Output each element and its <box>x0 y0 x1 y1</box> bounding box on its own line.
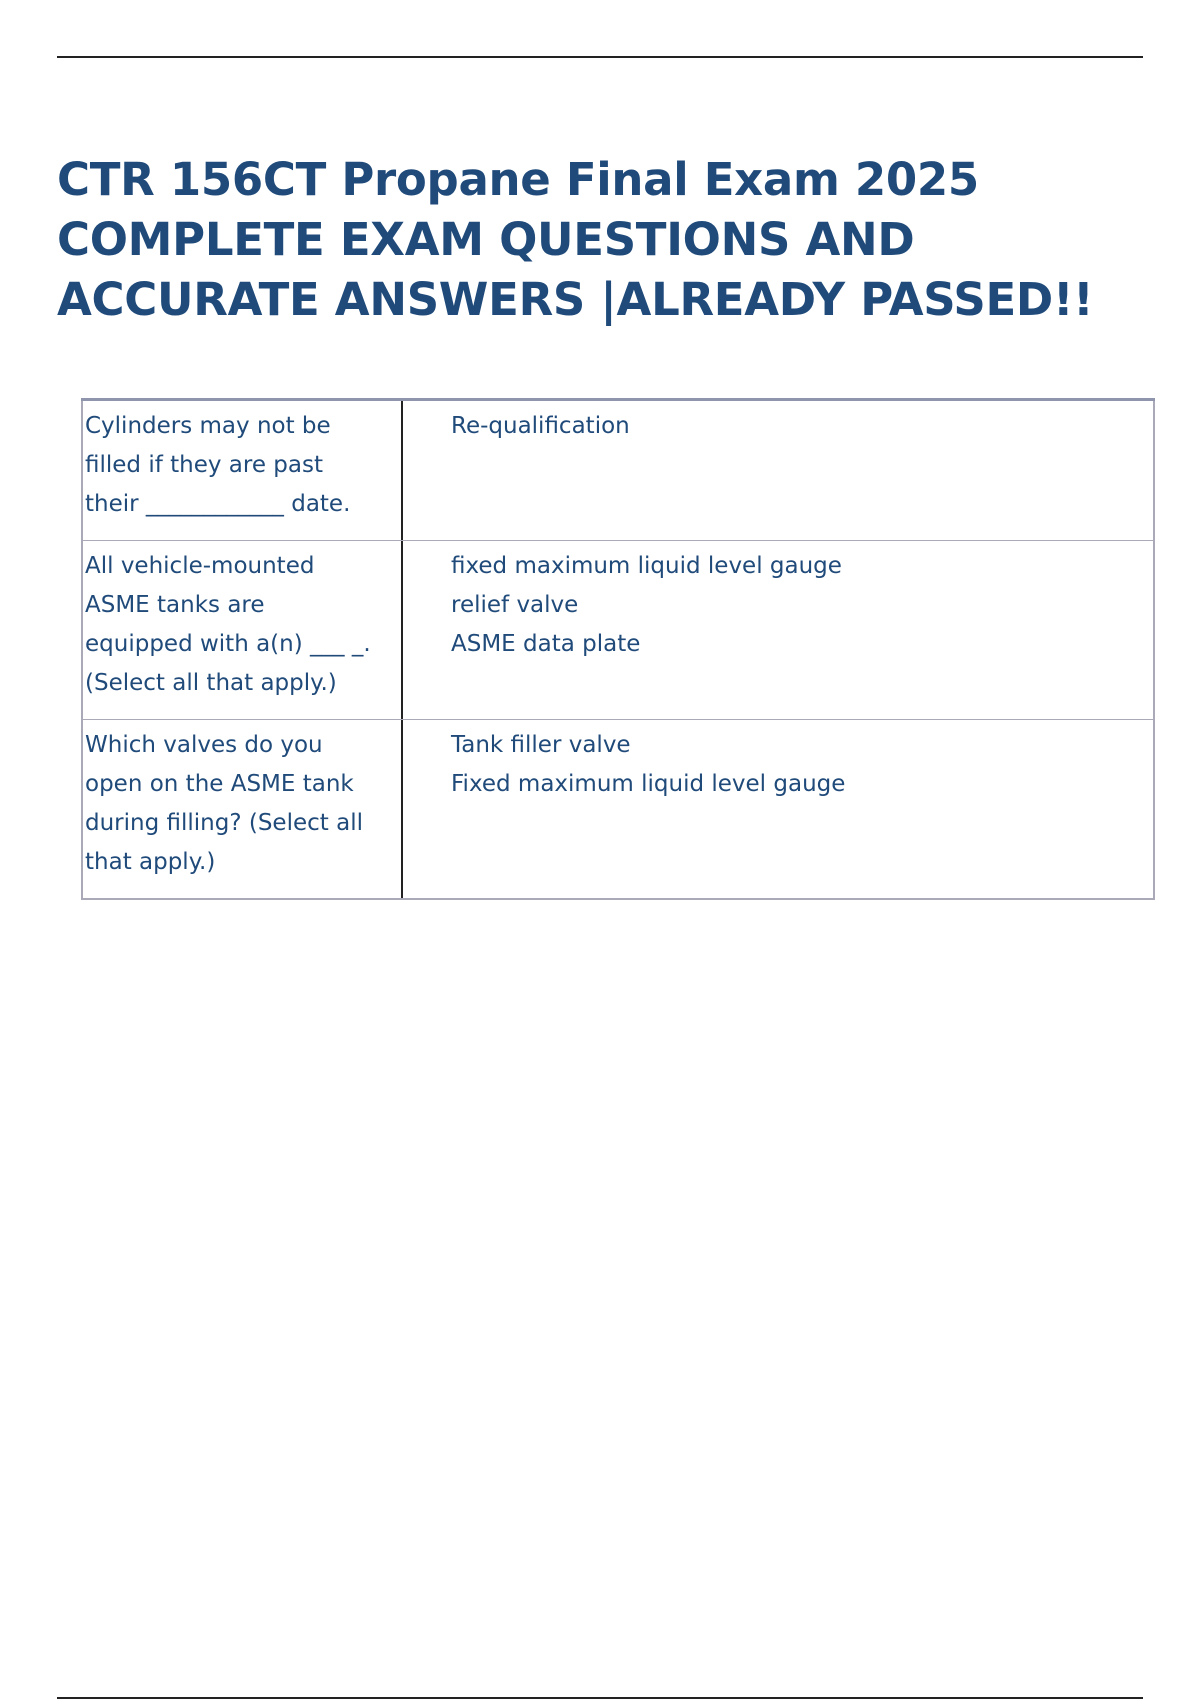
answer-cell <box>403 400 1154 541</box>
answer-text: Tank filler valve <box>451 732 631 758</box>
question-cell <box>82 400 403 541</box>
answer-text: fixed maximum liquid level gauge <box>451 553 842 579</box>
table-row <box>82 400 1154 541</box>
answer-text: Re-qualification <box>451 413 630 439</box>
qa-table <box>81 398 1155 900</box>
question-text: All vehicle-mounted ASME tanks are equipped with a(n) ___ _. (Select all that apply.) <box>83 541 403 719</box>
footer-rule <box>57 1697 1143 1699</box>
answer-cell <box>403 720 1154 900</box>
question-text: Cylinders may not be filled if they are past their ____________ date. <box>83 401 403 540</box>
table-row <box>82 541 1154 720</box>
document-title: CTR 156CT Propane Final Exam 2025 COMPLETE EXAM QUESTIONS AND ACCURATE ANSWERS |ALREADY PASSED!! <box>57 153 1094 326</box>
question-cell <box>82 720 403 900</box>
answer-text: relief valve <box>451 592 579 618</box>
answer-text: ASME data plate <box>451 631 641 657</box>
answer-text: Fixed maximum liquid level gauge <box>451 771 846 797</box>
question-text: Which valves do you open on the ASME tank during filling? (Select all that apply.) <box>83 720 403 898</box>
question-cell <box>82 541 403 720</box>
table-row <box>82 720 1154 900</box>
answer-cell <box>403 541 1154 720</box>
header-rule <box>57 56 1143 58</box>
